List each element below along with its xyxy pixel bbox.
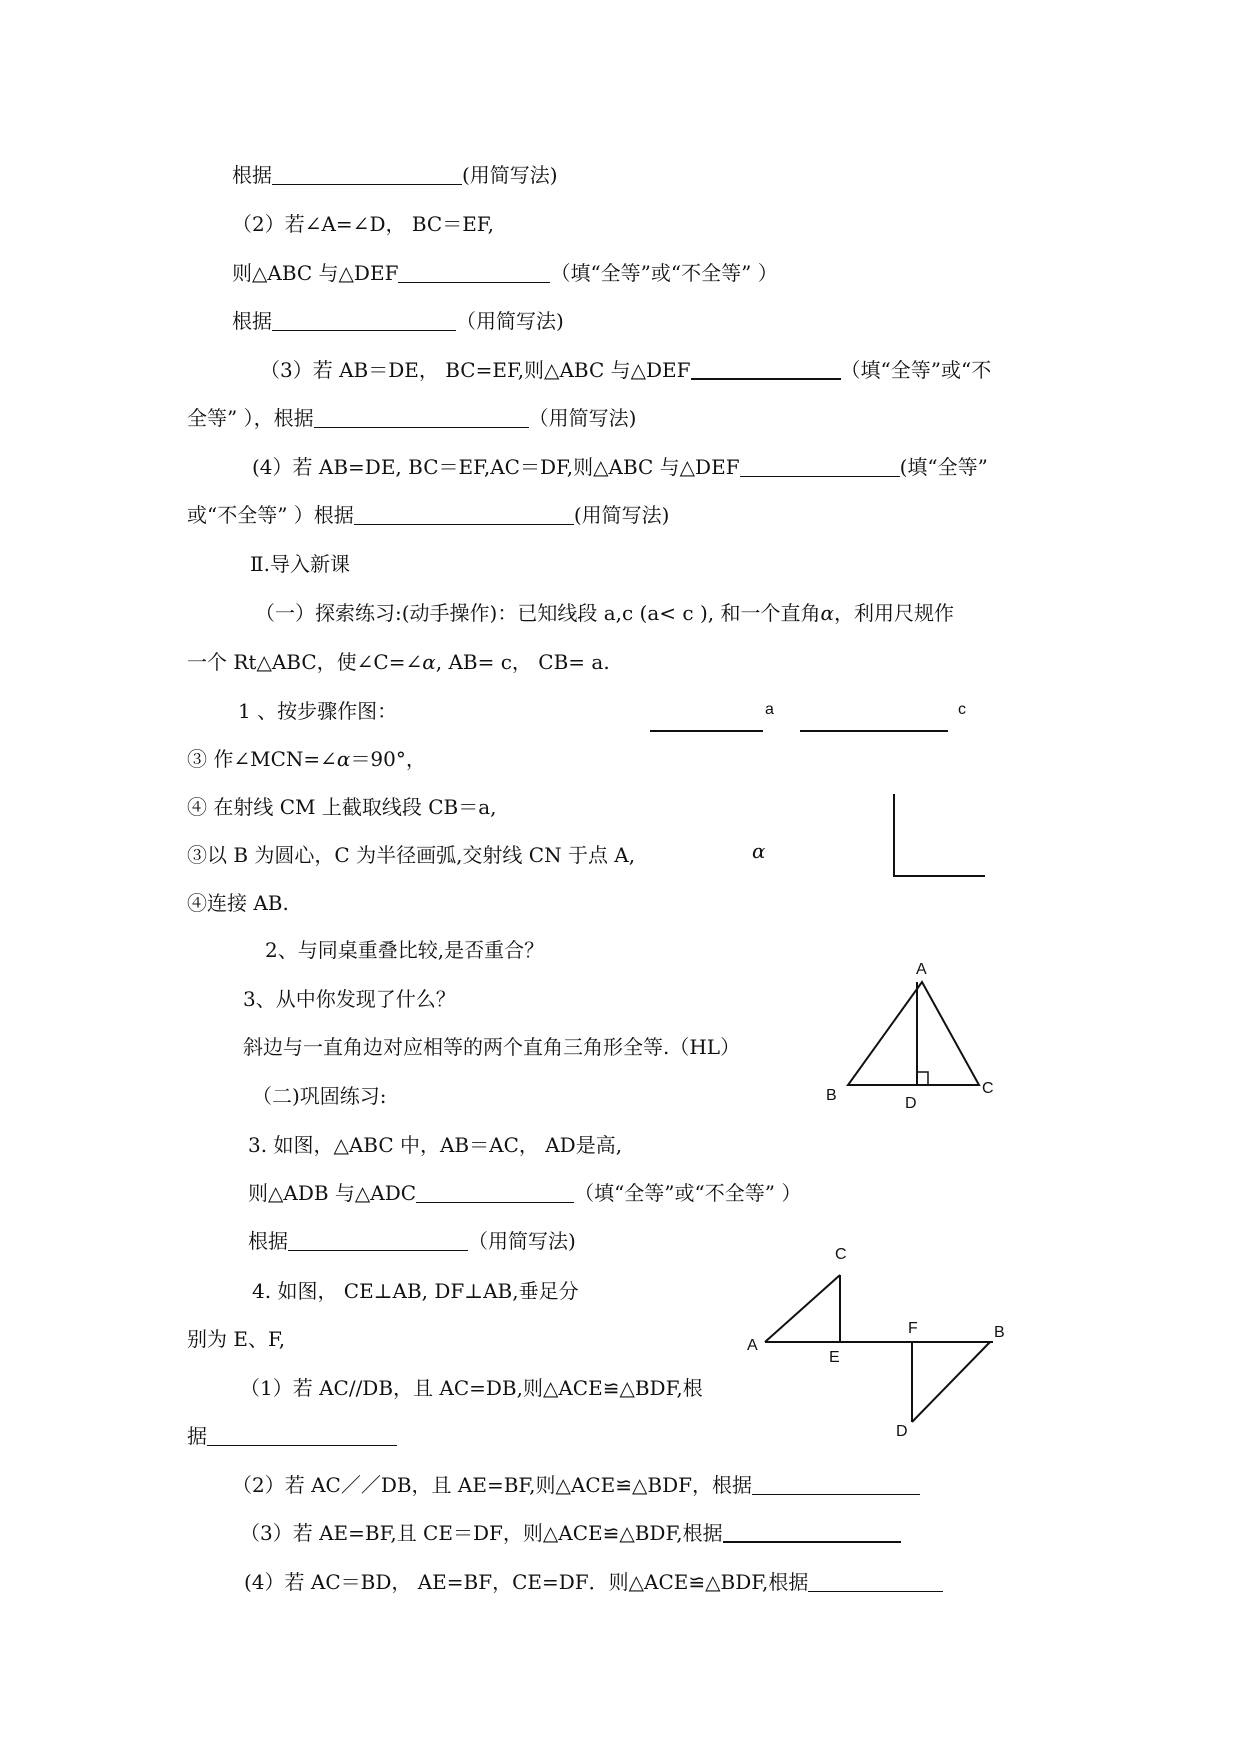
q4-line2: 或“不全等” ）根据 (用简写法) <box>187 503 670 527</box>
ex4-line2: 别为 E、F, <box>187 1327 286 1351</box>
ex4-p3: （3）若 AE=BF,且 CE＝DF，则△ACE≌△BDF,根据 <box>240 1521 901 1545</box>
label-B: B <box>994 1324 1005 1341</box>
ex4-p2: （2）若 AC／／DB，且 AE=BF,则△ACE≌△BDF，根据 <box>232 1473 920 1497</box>
ex3-line1: 3. 如图，△ABC 中，AB＝AC， AD是高, <box>248 1133 623 1157</box>
label-B: B <box>826 1087 837 1104</box>
q2-line3: 根据 （用简写法) <box>232 309 564 333</box>
steps-title: 1 、按步骤作图： <box>238 699 398 723</box>
compare-question: 2、与同桌重叠比较,是否重合？ <box>265 938 545 962</box>
label-E: E <box>829 1349 840 1366</box>
q3-line2: 全等” ），根据 （用简写法) <box>187 406 637 430</box>
found-question: 3、从中你发现了什么？ <box>243 987 456 1011</box>
consolidate-heading: （二)巩固练习: <box>252 1084 387 1108</box>
ex3-line2: 则△ADB 与△ADC （填“全等”或“不全等” ） <box>248 1181 802 1205</box>
ex3-line3: 根据 （用简写法) <box>248 1229 576 1253</box>
ex4-p4: (4）若 AC＝BD， AE=BF，CE=DF．则△ACE≌△BDF,根据 <box>244 1570 943 1594</box>
reason-line-1: 根据 (用简写法) <box>232 163 558 187</box>
label-alpha: α <box>752 839 766 863</box>
label-A: A <box>916 961 927 978</box>
step-3: ③以 B 为圆心，C 为半径画弧,交射线 CN 于点 A, <box>187 843 636 867</box>
segment-db <box>912 1342 990 1422</box>
label-C: C <box>835 1246 847 1263</box>
label-a: a <box>765 701 774 718</box>
segment-ac <box>765 1275 840 1342</box>
explore-line2: 一个 Rt△ABC，使∠C=∠α, AB= c， CB= a. <box>187 650 610 674</box>
label-A: A <box>747 1337 758 1354</box>
q2-line1: （2）若∠A=∠D， BC＝EF, <box>232 212 494 236</box>
answer-blank[interactable] <box>207 1425 397 1446</box>
q2-line2: 则△ABC 与△DEF （填“全等”或“不全等” ） <box>232 261 778 285</box>
label-D: D <box>896 1423 908 1440</box>
ex4-p1a: （1）若 AC//DB，且 AC=DB,则△ACE≌△BDF,根 <box>240 1376 703 1400</box>
section-heading: Ⅱ.导入新课 <box>250 552 350 576</box>
hl-theorem: 斜边与一直角边对应相等的两个直角三角形全等.（HL） <box>243 1035 741 1059</box>
answer-blank[interactable] <box>723 1521 901 1543</box>
answer-blank[interactable] <box>808 1571 943 1592</box>
q3-line1: （3）若 AB＝DE， BC=EF,则△ABC 与△DEF （填“全等”或“不 <box>260 358 992 382</box>
q4-line1: (4）若 AB=DE, BC＝EF,AC＝DF,则△ABC 与△DEF (填“全等” <box>252 455 988 479</box>
ex4-p1b: 据 <box>187 1424 397 1448</box>
step-4: ④连接 AB. <box>187 891 289 915</box>
ex4-line1: 4. 如图， CE⊥AB, DF⊥AB,垂足分 <box>252 1279 579 1303</box>
answer-blank[interactable] <box>752 1474 920 1495</box>
label-c: c <box>958 701 966 718</box>
label-C: C <box>982 1080 994 1097</box>
label-D: D <box>905 1095 917 1112</box>
label-F: F <box>908 1320 918 1337</box>
step-1: ③ 作∠MCN=∠α＝90°， <box>187 747 426 771</box>
explore-line1: （一）探索练习:(动手操作)：已知线段 a,c (a< c ), 和一个直角α，利用尺规作 <box>255 601 954 625</box>
step-2: ④ 在射线 CM 上截取线段 CB＝a, <box>187 795 497 819</box>
